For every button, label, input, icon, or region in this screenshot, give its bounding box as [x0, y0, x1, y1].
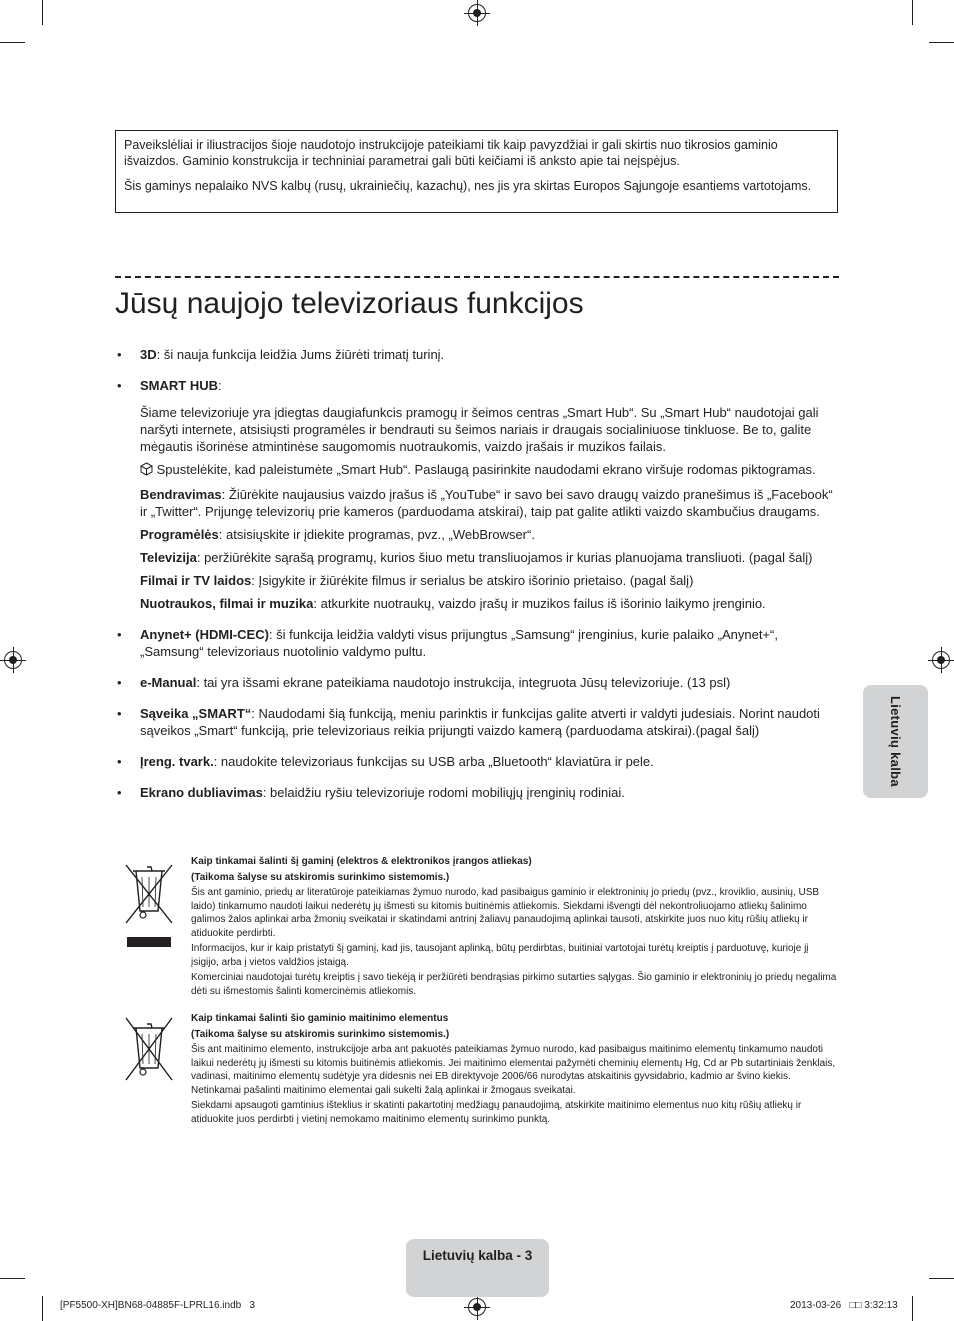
crop-mark: [0, 1278, 25, 1279]
feature-label: Įreng. tvark.: [140, 754, 214, 769]
footer-date: 2013-03-26 □□ 3:32:13: [790, 1300, 898, 1311]
feature-text: : atkurkite nuotraukų, vaizdo įrašų ir muzikos failus iš išorinio laikymo įrenginio.: [313, 596, 766, 611]
list-item: [115, 346, 839, 363]
page-number-tab: [406, 1239, 549, 1297]
weee-subheading: (Taikoma šalyse su atskiromis surinkimo sistemomis.): [191, 871, 450, 883]
list-item: [115, 626, 839, 660]
battery-subheading: (Taikoma šalyse su atskiromis surinkimo sistemomis.): [191, 1028, 450, 1040]
feature-text: Spustelėkite, kad paleistumėte „Smart Hub“. Paslaugą pasirinkite naudodami ekrano viršuje rodomas piktogramas.: [153, 462, 816, 477]
feature-label: Sąveika „SMART“: [140, 706, 252, 721]
list-item: [115, 377, 839, 612]
notice-text: Paveikslėliai ir iliustracijos šioje naudotojo instrukcijoje pateikiami tik kaip pavyzdžiai ir gali skirtis nuo tikrosios gaminio išvaizdos. Gaminio konstrukcija ir techniniai parametrai gali būti keičiami iš anksto apie tai neįspėjus.: [124, 138, 778, 168]
feature-label: Ekrano dubliavimas: [140, 785, 263, 800]
weee-disposal-section: [115, 855, 839, 1000]
battery-text: Šis ant maitinimo elemento, instrukcijoje arba ant pakuotės pateikiamas žymuo nurodo, kad pasibaigus maitinimo elementų tinkamumo naudoti laikui nederėtų jų išmesti su kitomis buitinėmis atliekomis. Jei maitinimo elementai pažymėti cheminių elementų Hg, Cd ar Pb sutartiniais ženklais, vadinasi, maitinimo elementų sudėtyje yra didesnis nei EB direktyvoje 2006/66 nurodytas atskaitinis gyvsidabrio, kadmio ar švino kiekis. Netinkamai pašalinti maitinimo elementai gali sukelti žalą aplinkai ir žmogaus sveikatai.: [191, 1044, 836, 1096]
feature-text: : Žiūrėkite naujausius vaizdo įrašus iš „YouTube“ ir savo bei savo draugų vaizdo pranešimus iš „Facebook“ ir „Twitter“. Prijungę televizorių prie kameros (parduodama atskirai), taip pat galite atlikti vaizdo skambučius draugams.: [140, 487, 833, 519]
notice-text: Šis gaminys nepalaiko NVS kalbų (rusų, ukrainiečių, kazachų), nes jis yra skirtas Europos Sąjungoje esantiems vartotojams.: [124, 179, 812, 193]
crop-mark: [912, 1296, 913, 1321]
feature-text: :: [218, 378, 222, 393]
weee-text: Informacijos, kur ir kaip pristatyti šį gaminį, kad jis, tausojant aplinką, būtų perdirbtas, buitiniai vartotojai turėtų kreiptis į parduotuvę, kurioje jį įsigijo, arba į vietos valdžios įstaigą.: [191, 943, 809, 968]
crossed-bin-icon: [121, 857, 177, 956]
feature-text: : Įsigykite ir žiūrėkite filmus ir serialus be atskiro išorinio prietaiso. (pagal šalį): [251, 573, 694, 588]
dashed-divider: [115, 276, 839, 278]
list-item: [115, 705, 839, 739]
crop-mark: [42, 1296, 43, 1321]
battery-text: Siekdami apsaugoti gamtinius išteklius ir skatinti pakartotinį medžiagų panaudojimą, atskirkite maitinimo elementus nuo kitų rūšių atliekų ir atiduokite juos perdirbti į vietinį nemokamo maitinimo elementų surinkimo punktą.: [191, 1100, 802, 1125]
page-title: Jūsų naujojo televizoriaus funkcijos: [115, 287, 584, 320]
weee-heading: Kaip tinkamai šalinti šį gaminį (elektros & elektronikos įrangos atliekas): [191, 856, 532, 867]
list-item: [115, 784, 839, 801]
feature-text: : atsisiųskite ir įdiekite programas, pvz., „WebBrowser“.: [218, 527, 535, 542]
feature-text: : belaidžiu ryšiu televizoriuje rodomi mobiliųjų įrenginių rodiniai.: [262, 785, 625, 800]
registration-mark-icon: [468, 4, 486, 22]
feature-text: : Naudodami šią funkciją, meniu parinktis ir funkcijas galite atverti ir valdyti judesiais. Norint naudoti sąveikos „Smart“ funkciją, prie televizoriaus reikia prijungti vaizdo kamerą (parduodama atskirai).(pagal šalį): [140, 706, 820, 738]
feature-label: Anynet+ (HDMI-CEC): [140, 627, 269, 642]
feature-text: Šiame televizoriuje yra įdiegtas daugiafunkcis pramogų ir šeimos centras „Smart Hub“. Su „Smart Hub“ naudotojai gali naršyti internete, atsisiųsti programėles ir bendrauti su šeimos nariais ir draugais socialiniuose tinkluose. Be to, galite mėgautis išorinėse atmintinėse saugomomis nuotraukomis, vaizdo įrašais ir muzikos failais.: [140, 405, 819, 454]
registration-mark-icon: [468, 1298, 486, 1316]
feature-label: 3D: [140, 347, 157, 362]
feature-text: : ši nauja funkcija leidžia Jums žiūrėti trimatį turinį.: [156, 347, 445, 362]
battery-disposal-section: [115, 1012, 839, 1128]
crop-mark: [42, 0, 43, 25]
crossed-bin-icon: [121, 1014, 177, 1089]
smart-hub-icon: [140, 462, 153, 480]
feature-label: Filmai ir TV laidos: [140, 573, 252, 588]
list-item: [115, 674, 839, 691]
registration-mark-icon: [4, 651, 22, 669]
feature-label: Nuotraukos, filmai ir muzika: [140, 596, 314, 611]
weee-text: Komerciniai naudotojai turėtų kreiptis į savo tiekėją ir peržiūrėti bendrąsias pirkimo sutarties sąlygas. Šio gaminio ir elektroninių jo priedų negalima dėti su išmestomis šalinti komercinėmis atliekomis.: [191, 972, 837, 997]
footer-file-info: [PF5500-XH]BN68-04885F-LPRL16.indb 3: [60, 1300, 256, 1311]
feature-text: : tai yra išsami ekrane pateikiama naudotojo instrukcija, integruota Jūsų televizoriuje. (13 psl): [196, 675, 731, 690]
language-side-tab: [863, 685, 928, 798]
crop-mark: [0, 42, 25, 43]
weee-text: Šis ant gaminio, priedų ar literatūroje pateikiamas žymuo nurodo, kad pasibaigus gaminio ir elektroninių jo priedų (pvz., kroviklio, ausinių, USB laido) tinkamumo naudoti laikui nederėtų jų išmesti su kitomis buitinėmis atliekomis. Siekdami išvengti dėl nekontroliuojamo atliekų šalinimo galimos žalos aplinkai arba žmonių sveikatai ir skatindami antrinį žaliavų panaudojimą aplinkai tausoti, atskirkite juos nuo kitų rūšių atliekų ir atiduokite perdirbti.: [191, 887, 820, 939]
feature-label: SMART HUB: [140, 378, 218, 393]
crop-mark: [912, 0, 913, 25]
crop-mark: [929, 1278, 954, 1279]
notice-box: [115, 130, 838, 213]
battery-heading: Kaip tinkamai šalinti šio gaminio maitinimo elementus: [191, 1013, 449, 1024]
feature-text: : ši funkcija leidžia valdyti visus prijungtus „Samsung“ įrenginius, kurie palaiko „Anynet+“, „Samsung“ televizoriaus nuotolinio valdymo pultu.: [140, 627, 778, 659]
feature-text: : naudokite televizoriaus funkcijas su USB arba „Bluetooth“ klaviatūra ir pele.: [213, 754, 654, 769]
list-item: [115, 753, 839, 770]
feature-label: Televizija: [140, 550, 197, 565]
feature-label: e-Manual: [140, 675, 197, 690]
language-side-tab-label: Lietuvių kalba: [888, 696, 903, 787]
feature-label: Programėlės: [140, 527, 219, 542]
registration-mark-icon: [932, 651, 950, 669]
page-number: Lietuvių kalba - 3: [422, 1248, 533, 1263]
feature-text: : peržiūrėkite sąrašą programų, kurios šiuo metu transliuojamos ir kurias planuojama transliuoti. (pagal šalį): [196, 550, 813, 565]
feature-label: Bendravimas: [140, 487, 222, 502]
feature-list: [115, 346, 839, 815]
crop-mark: [929, 42, 954, 43]
